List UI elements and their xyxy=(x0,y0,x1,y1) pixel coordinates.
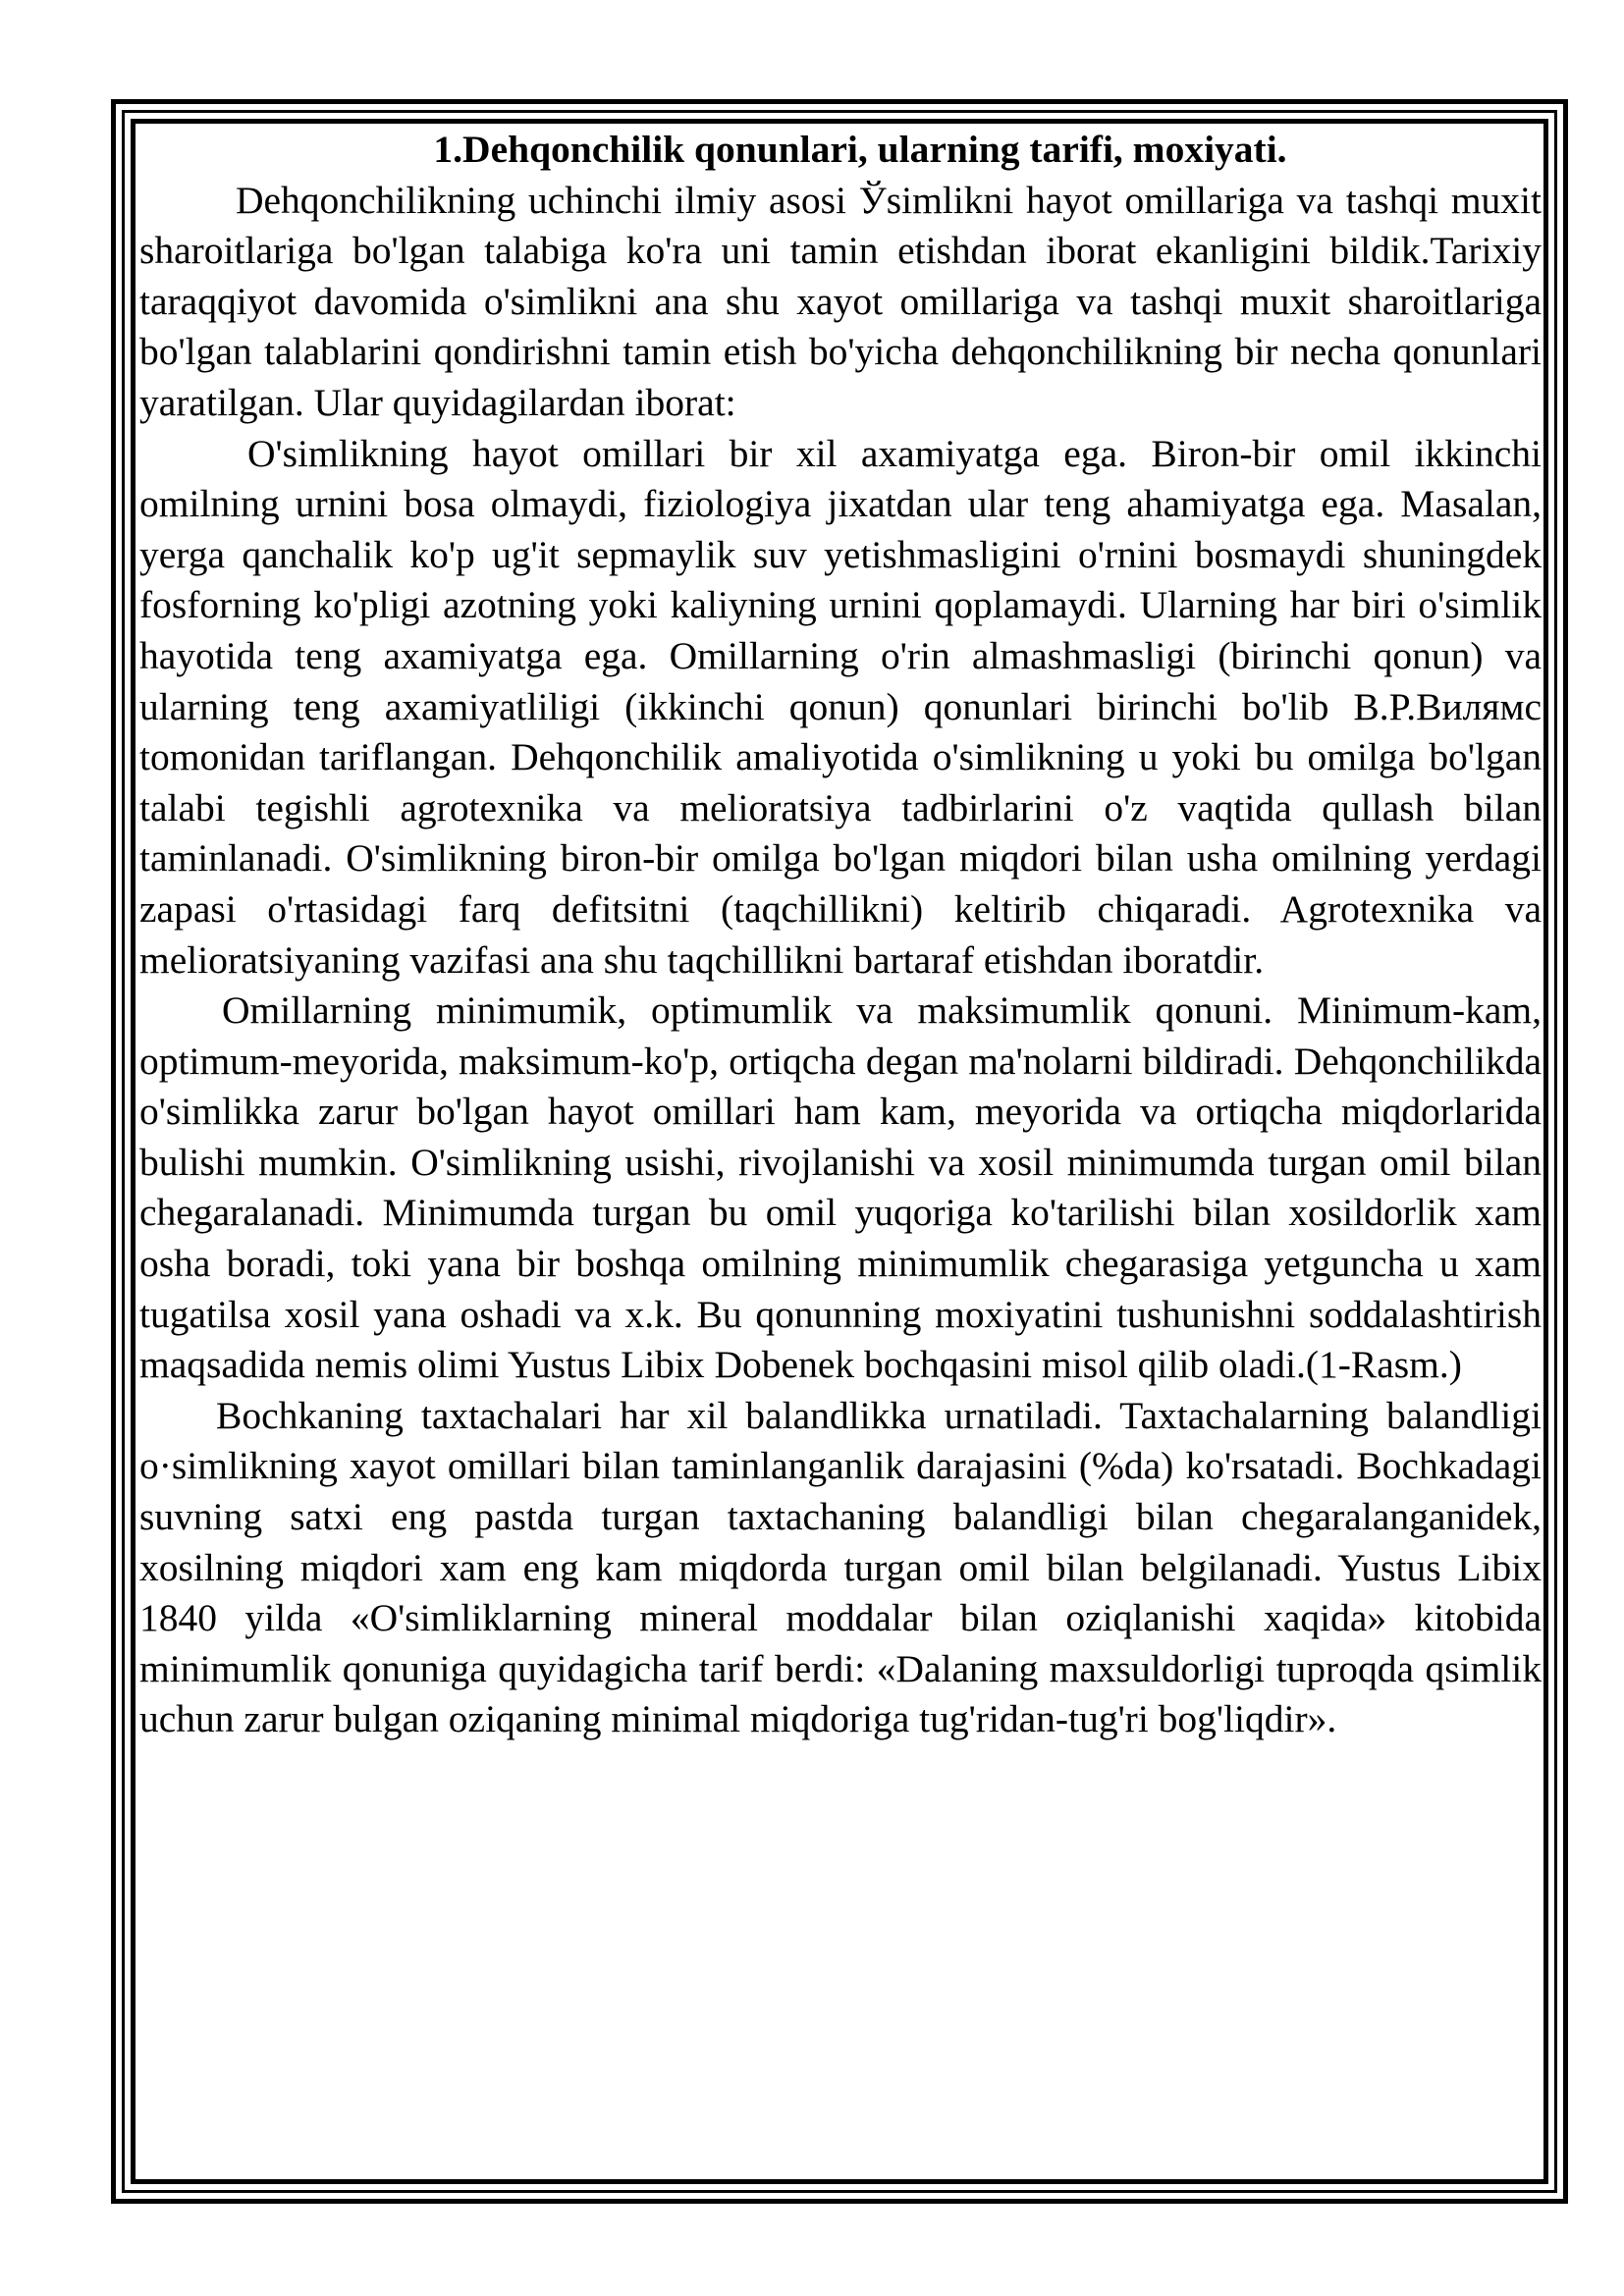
document-title: 1.Dehqonchilik qonunlari, ularning tarifi, moxiyati. xyxy=(433,128,1287,171)
paragraph-minimum-law: Omillarning minimumik, optimumlik va maksimumlik qonuni. Minimum-kam, optimum-meyorida, maksimum-ko'p, ortiqcha degan ma'nolarni bildiradi. Dehqonchilikda o'simlikka zarur bo'lgan hayot omillari ham kam, meyorida va ortiqcha miqdorlarida bulishi mumkin. O'simlikning usishi, rivojlanishi va xosil minimumda turgan omil bilan chegaralanadi. Minimumda turgan bu omil yuqoriga ko'tarilishi bilan xosildorlik xam osha boradi, toki yana bir boshqa omilning minimumlik chegarasiga yetguncha u xam tugatilsa xosil yana oshadi va x.k. Bu qonunning moxiyatini tushunishni soddalashtirish maqsadida nemis olimi Yustus Libix Dobenek bochqasini misol qilib oladi.(1-Rasm.) xyxy=(139,988,1542,1387)
document-body xyxy=(139,125,1542,1745)
paragraph-life-factors: O'simlikning hayot omillari bir xil axamiyatga ega. Biron-bir omil ikkinchi omilning urnini bosa olmaydi, fiziologiya jixatdan ular teng ahamiyatga ega. Masalan, yerga qanchalik ko'p ug'it sepmaylik suv yetishmasligini o'rnini bosmaydi shuningdek fosforning ko'pligi azotning yoki kaliyning urnini qoplamaydi. Ularning har biri o'simlik hayotida teng axamiyatga ega. Omillarning o'rin almashmasligi (birinchi qonun) va ularning teng axamiyatliligi (ikkinchi qonun) qonunlari birinchi bo'lib B.P.Вилямс tomonidan tariflangan. Dehqonchilik amaliyotida o'simlikning u yoki bu omilga bo'lgan talabi tegishli agrotexnika va melioratsiya tadbirlarini o'z vaqtida qullash bilan taminlanadi. O'simlikning biron-bir omilga bo'lgan miqdori bilan usha omilning yerdagi zapasi o'rtasidagi farq defitsitni (taqchillikni) keltirib chiqaradi. Agrotexnika va melioratsiyaning vazifasi ana shu taqchillikni bartaraf etishdan iboratdir. xyxy=(139,431,1542,982)
paragraph-barrel: Bochkaning taxtachalari har xil balandlikka urnatiladi. Taxtachalarning balandligi o·simlikning xayot omillari bilan taminlanganlik darajasini (%da) ko'rsatadi. Bochkadagi suvning satxi eng pastda turgan taxtachaning balandligi bilan chegaralanganidek, xosilning miqdori xam eng kam miqdorda turgan omil bilan belgilanadi. Yustus Libix 1840 yilda «O'simliklarning mineral moddalar bilan oziqlanishi xaqida» kitobida minimumlik qonuniga quyidagicha tarif berdi: «Dalaning maxsuldorligi tuproqda qsimlik uchun zarur bulgan oziqaning minimal miqdoriga tug'ridan-tug'ri bog'liqdir». xyxy=(139,1393,1542,1741)
paragraph-intro: Dehqonchilikning uchinchi ilmiy asosi Ўsimlikni hayot omillariga va tashqi muxit sharoitlariga bo'lgan talabiga ko'ra uni tamin etishdan iborat ekanligini bildik.Tarixiy taraqqiyot davomida o'simlikni ana shu xayot omillariga va tashqi muxit sharoitlariga bo'lgan talablarini qondirishni tamin etish bo'yicha dehqonchilikning bir necha qonunlari yaratilgan. Ular quyidagilardan iborat: xyxy=(139,178,1542,424)
